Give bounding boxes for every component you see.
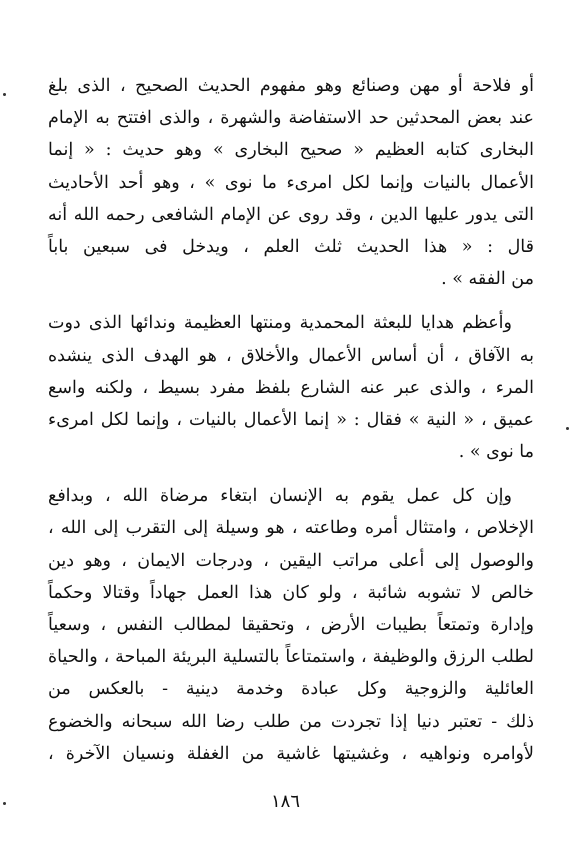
text-line: الأعمال بالنيات وإنما لكل امرىء ما نوى » ، وهو أحد الأحاديث — [48, 172, 534, 193]
text-line: البخارى كتابه العظيم « صحيح البخارى » وهو حديث : « إنما — [48, 140, 534, 161]
text-line: وإن كل عمل يقوم به الإنسان ابتغاء مرضاة الله ، وبدافع — [48, 486, 512, 507]
text-line: العائلية والزوجية وكل عبادة وخدمة دينية - بالعكس من — [48, 679, 534, 700]
text-line: عند بعض المحدثين حد الاستفاضة والشهرة ، والذى افتتح به الإمام — [48, 108, 534, 129]
text-line: لأوامره ونواهيه ، وغشيتها غاشية من الغفلة ونسيان الآخرة ، — [48, 743, 534, 764]
text-line: وإدارة وتمتعاً بطيبات الأرض ، وتحقيقا لمطالب النفس ، وسعياً — [48, 615, 534, 635]
text-line: ذلك - تعتبر دنيا إذا تجردت من طلب رضا الله سبحانه والخضوع — [48, 711, 534, 732]
text-line: الإخلاص ، وامتثال أمره وطاعته ، هو وسيلة إلى التقرب إلى الله ، — [48, 518, 534, 539]
scan-speck — [566, 427, 569, 430]
text-line: ما نوى » . — [458, 442, 534, 463]
text-line: التى يدور عليها الدين ، وقد روى عن الإمام الشافعى رحمه الله أنه — [48, 204, 534, 225]
text-line: والوصول إلى أعلى مراتب اليقين ، ودرجات الايمان ، وهو دين — [48, 550, 534, 571]
text-line: من الفقه » . — [441, 269, 534, 290]
page-number: ١٨٦ — [270, 791, 300, 812]
text-line: خالص لا تشوبه شائبة ، ولو كان هذا العمل جهاداً وقتالا وحكماً — [48, 582, 534, 603]
text-line: أو فلاحة أو مهن وصنائع وهو مفهوم الحديث الصحيح ، الذى بلغ — [48, 76, 534, 96]
text-line: المرء ، والذى عبر عنه الشارع بلفظ مفرد بسيط ، ولكنه واسع — [48, 377, 534, 398]
text-line: عميق ، « النية » فقال : « إنما الأعمال بالنيات ، وإنما لكل امرىء — [48, 409, 534, 430]
text-line: لطلب الرزق والوظيفة ، واستمتاعاً بالتسلية البريئة المباحة ، والحياة — [48, 647, 534, 668]
text-line: به الآفاق ، أن أساس الأعمال والأخلاق ، هو الهدف الذى ينشده — [48, 345, 534, 366]
text-line: قال : « هذا الحديث ثلث العلم ، ويدخل فى سبعين باباً — [48, 236, 534, 257]
body-text — [48, 70, 534, 770]
scan-speck — [3, 93, 6, 96]
text-line: وأعظم هدايا للبعثة المحمدية ومنتها العظيمة وندائها الذى دوت — [48, 313, 512, 334]
